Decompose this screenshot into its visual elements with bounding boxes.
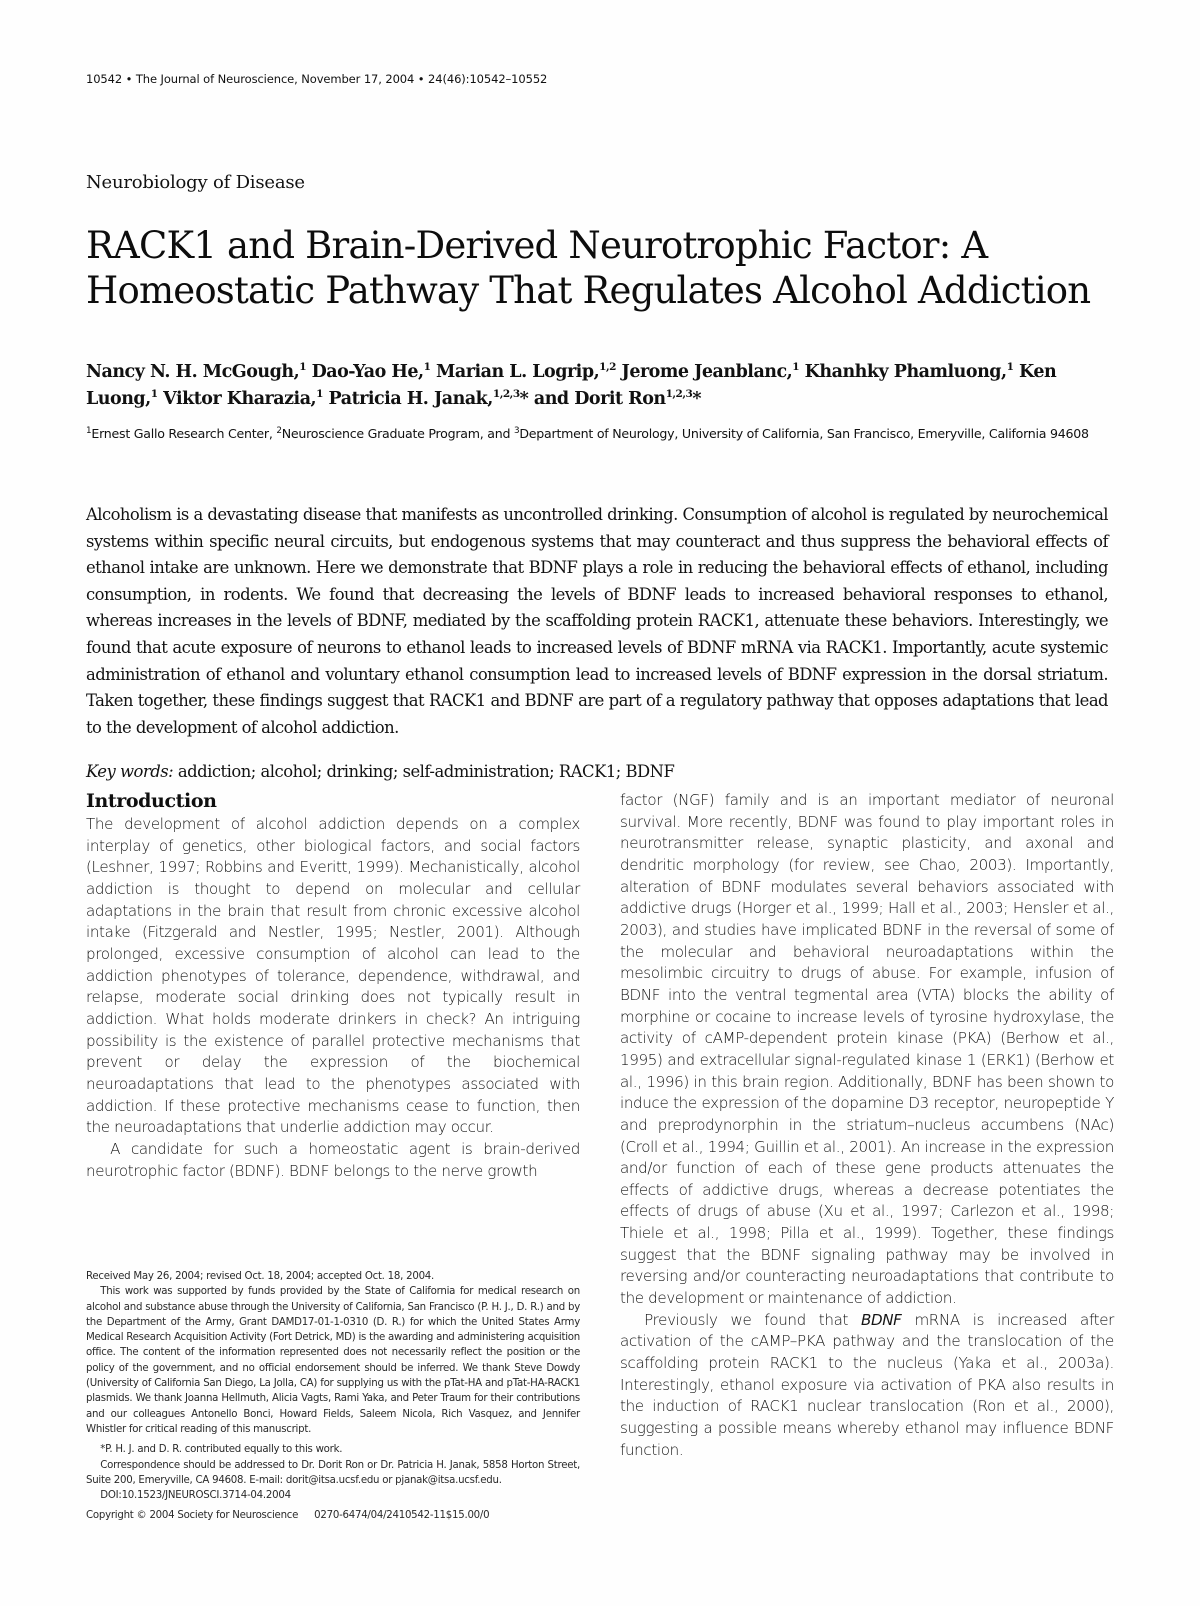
- intro-paragraph-2: A candidate for such a homeostatic agent is brain-derived neurotrophic factor (BDNF). BDNF belongs to the nerve growth: [86, 1139, 580, 1180]
- page-header-block: [86, 0, 1114, 786]
- intro-paragraph-3: factor (NGF) family and is an important mediator of neuronal survival. More recently, BDNF was found to play important roles in neurotransmitter release, synaptic plasticity, and axonal and dendritic morphology (for review, see Chao, 2003). Importantly, alteration of BDNF modulates several behaviors associated with addictive drugs (Horger et al., 1999; Hall et al., 2003; Hensler et al., 2003), and studies have implicated BDNF in the reversal of some of the molecular and behavioral neuroadaptations within the mesolimbic circuitry to drugs of abuse. For example, infusion of BDNF into the ventral tegmental area (VTA) blocks the ability of morphine or cocaine to increase levels of tyrosine hydroxylase, the activity of cAMP-dependent protein kinase (PKA) (Berhow et al., 1995) and extracellular signal-regulated kinase 1 (ERK1) (Berhow et al., 1996) in this brain region. Additionally, BDNF has been shown to induce the expression of the dopamine D3 receptor, neuropeptide Y and preprodynorphin in the striatum–nucleus accumbens (NAc) (Croll et al., 1994; Guillin et al., 2001). An increase in the expression and/or function of each of these gene products attenuates the effects of addictive drugs, whereas a decrease potentiates the effects of drugs of abuse (Xu et al., 1997; Carlezon et al., 1998; Thiele et al., 1998; Pilla et al., 1999). Together, these findings suggest that the BDNF signaling pathway may be involved in reversing and/or counteracting neuroadaptations that contribute to the development or maintenance of addiction.: [620, 791, 1114, 1308]
- paragraph-4-post: mRNA is increased after activation of the cAMP–PKA pathway and the translocation of the scaffolding protein RACK1 to the nucleus (Yaka et al., 2003a). Interestingly, ethanol exposure via activation of PKA also results in the induction of RACK1 nuclear translocation (Ron et al., 2000), suggesting a possible means whereby ethanol may influence BDNF function.: [620, 1310, 1114, 1459]
- column-right: [620, 790, 1114, 1461]
- affiliation: $^1$Ernest Gallo Research Center, $^2$Neuroscience Graduate Program, and $^3$Department of Neurology, University of California, San Francisco, Emeryville, California 94608: [86, 425, 1089, 441]
- footnote-block: [86, 1262, 580, 1521]
- footnote-divider: [86, 1262, 236, 1263]
- author-list-text: Nancy N. H. McGough,$^1$ Dao-Yao He,$^1$ Marian L. Logrip,$^{1,2}$ Jerome Jeanblanc,$^1$ Khanhky Phamluong,$^1$ Ken Luong,$^1$ Viktor Kharazia,$^1$ Patricia H. Janak,$^{1,2,3}$* and Dorit Ron$^{1,2,3}$*: [86, 361, 1057, 410]
- abstract: Alcoholism is a devastating disease that manifests as uncontrolled drinking. Consumption of alcohol is regulated by neurochemical systems within specific neural circuits, but endogenous systems that may counteract and thus suppress the behavioral effects of ethanol intake are unknown. Here we demonstrate that BDNF plays a role in reducing the behavioral effects of ethanol, including consumption, in rodents. We found that decreasing the levels of BDNF leads to increased behavioral responses to ethanol, whereas increases in the levels of BDNF, mediated by the scaffolding protein RACK1, attenuate these behaviors. Interestingly, we found that acute exposure of neurons to ethanol leads to increased levels of BDNF mRNA via RACK1. Importantly, acute systemic administration of ethanol and voluntary ethanol consumption lead to increased levels of BDNF expression in the dorsal striatum. Taken together, these findings suggest that RACK1 and BDNF are part of a regulatory pathway that opposes adaptations that lead to the development of alcohol addiction.: [86, 505, 1108, 737]
- issn-code: 0270-6474/04/2410542-11$15.00/0: [314, 1510, 490, 1522]
- paragraph-4-italic-gene: BDNF: [860, 1310, 902, 1329]
- copyright-text: Copyright © 2004 Society for Neuroscience: [86, 1510, 299, 1522]
- introduction-heading: Introduction: [86, 790, 217, 812]
- keywords-label: Key words:: [86, 762, 174, 782]
- footnote-funding: This work was supported by funds provided by the State of California for medical research on alcohol and substance abuse through the University of California, San Francisco (P. H. J., D. R.) and by the Department of the Army, Grant DAMD17-01-1-0310 (D. R.) for which the United States Army Medical Research Acquisition Activity (Fort Detrick, MD) is the awarding and administering acquisition office. The content of the information represented does not necessarily reflect the position or the policy of the government, and no official endorsement should be inferred. We thank Steve Dowdy (University of California San Diego, La Jolla, CA) for supplying us with the pTat-HA and pTat-HA-RACK1 plasmids. We thank Joanna Hellmuth, Alicia Vagts, Rami Yaka, and Peter Traum for their contributions and our colleagues Antonello Bonci, Howard Fields, Saleem Nicola, Rich Vasquez, and Jennifer Whistler for critical reading of this manuscript.: [86, 1286, 580, 1435]
- page-title: RACK1 and Brain-Derived Neurotrophic Factor: A Homeostatic Pathway That Regulates Alcohol Addiction: [86, 224, 1091, 313]
- section-kicker: Neurobiology of Disease: [86, 172, 305, 193]
- footnote-correspondence: Correspondence should be addressed to Dr. Dorit Ron or Dr. Patricia H. Janak, 5858 Horton Street, Suite 200, Emeryville, CA 94608. E-mail: dorit@itsa.ucsf.edu or pjanak@itsa.ucsf.edu.: [86, 1459, 580, 1486]
- intro-paragraph-4: [620, 1310, 1114, 1462]
- paragraph-4-pre: Previously we found that: [644, 1310, 861, 1329]
- footnote-equal-contribution: *P. H. J. and D. R. contributed equally to this work.: [100, 1444, 343, 1456]
- running-head: 10542 • The Journal of Neuroscience, November 17, 2004 • 24(46):10542–10552: [86, 72, 548, 86]
- copyright-line: [86, 1510, 580, 1521]
- footnote-doi: DOI:10.1523/JNEUROSCI.3714-04.2004: [100, 1490, 291, 1502]
- intro-paragraph-1: The development of alcohol addiction depends on a complex interplay of genetics, other biological factors, and social factors (Leshner, 1997; Robbins and Everitt, 1999). Mechanistically, alcohol addiction is thought to depend on molecular and cellular adaptations in the brain that result from chronic excessive alcohol intake (Fitzgerald and Nestler, 1995; Nestler, 2001). Although prolonged, excessive consumption of alcohol can lead to the addiction phenotypes of tolerance, dependence, withdrawal, and relapse, moderate social drinking does not typically result in addiction. What holds moderate drinkers in check? An intriguing possibility is the existence of parallel protective mechanisms that prevent or delay the expression of the biochemical neuroadaptations that lead to the phenotypes associated with addiction. If these protective mechanisms cease to function, then the neuroadaptations that underlie addiction may occur.: [86, 815, 580, 1137]
- keywords: [86, 759, 1114, 785]
- keywords-values: addiction; alcohol; drinking; self-administration; RACK1; BDNF: [177, 762, 675, 782]
- author-list: [86, 359, 1106, 413]
- footnote-received-dates: Received May 26, 2004; revised Oct. 18, 2004; accepted Oct. 18, 2004.: [86, 1271, 435, 1282]
